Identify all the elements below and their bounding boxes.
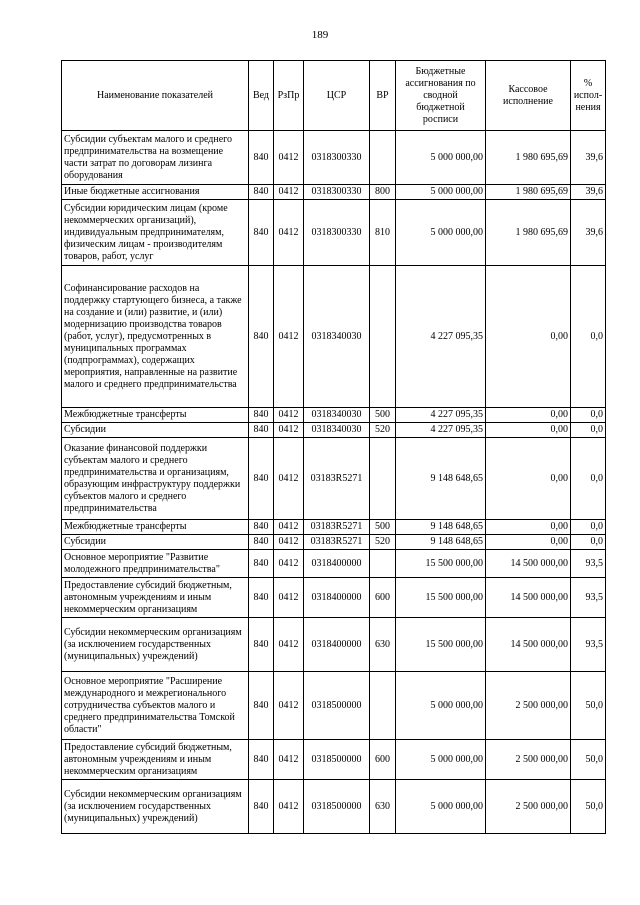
cell-vr	[370, 438, 396, 520]
cell-pct: 0,0	[571, 423, 606, 438]
cell-budget: 9 148 648,65	[396, 535, 486, 550]
cell-ved: 840	[249, 672, 274, 740]
table-row	[62, 408, 606, 423]
cell-pct: 50,0	[571, 780, 606, 834]
cell-pct: 39,6	[571, 185, 606, 200]
cell-pct: 50,0	[571, 740, 606, 780]
table-row	[62, 131, 606, 185]
cell-rzpr: 0412	[274, 550, 304, 578]
cell-csr: 03183R5271	[304, 535, 370, 550]
cell-cash: 0,00	[486, 423, 571, 438]
cell-csr: 0318340030	[304, 423, 370, 438]
cell-vr	[370, 266, 396, 408]
table-row	[62, 423, 606, 438]
page-number: 189	[311, 29, 329, 41]
cell-ved: 840	[249, 200, 274, 266]
cell-ved: 840	[249, 438, 274, 520]
table-row	[62, 578, 606, 618]
cell-rzpr: 0412	[274, 185, 304, 200]
cell-cash: 1 980 695,69	[486, 200, 571, 266]
cell-csr: 0318340030	[304, 266, 370, 408]
cell-pct: 39,6	[571, 200, 606, 266]
cell-vr	[370, 131, 396, 185]
header-cash: Кассовое исполнение	[486, 61, 571, 131]
header-budget: Бюджетные ассигнования по сводной бюджетной росписи	[396, 61, 486, 131]
cell-csr: 0318500000	[304, 672, 370, 740]
cell-name: Субсидии некоммерческим организациям (за исключением государственных (муниципальных) учреждений)	[62, 618, 249, 672]
cell-ved: 840	[249, 185, 274, 200]
cell-cash: 2 500 000,00	[486, 672, 571, 740]
cell-pct: 39,6	[571, 131, 606, 185]
cell-pct: 93,5	[571, 550, 606, 578]
cell-vr	[370, 550, 396, 578]
cell-name: Субсидии юридическим лицам (кроме некоммерческих организаций), индивидуальным предпринимателям, физическим лицам - производителям товаров, работ, услуг	[62, 200, 249, 266]
cell-pct: 0,0	[571, 266, 606, 408]
cell-budget: 5 000 000,00	[396, 672, 486, 740]
cell-cash: 0,00	[486, 408, 571, 423]
cell-vr: 500	[370, 408, 396, 423]
cell-budget: 15 500 000,00	[396, 578, 486, 618]
cell-vr: 810	[370, 200, 396, 266]
cell-ved: 840	[249, 740, 274, 780]
cell-cash: 14 500 000,00	[486, 578, 571, 618]
cell-budget: 15 500 000,00	[396, 618, 486, 672]
cell-cash: 1 980 695,69	[486, 131, 571, 185]
cell-budget: 5 000 000,00	[396, 740, 486, 780]
cell-pct: 50,0	[571, 672, 606, 740]
cell-cash: 0,00	[486, 535, 571, 550]
cell-cash: 0,00	[486, 438, 571, 520]
cell-name: Субсидии	[62, 535, 249, 550]
table-row	[62, 200, 606, 266]
cell-vr: 520	[370, 535, 396, 550]
cell-budget: 4 227 095,35	[396, 423, 486, 438]
cell-csr: 0318500000	[304, 780, 370, 834]
cell-rzpr: 0412	[274, 266, 304, 408]
cell-budget: 5 000 000,00	[396, 200, 486, 266]
cell-vr: 630	[370, 618, 396, 672]
cell-budget: 5 000 000,00	[396, 131, 486, 185]
cell-vr: 600	[370, 740, 396, 780]
cell-cash: 0,00	[486, 520, 571, 535]
cell-name: Предоставление субсидий бюджетным, автономным учреждениям и иным некоммерческим организациям	[62, 578, 249, 618]
cell-ved: 840	[249, 266, 274, 408]
cell-budget: 5 000 000,00	[396, 185, 486, 200]
cell-name: Субсидии некоммерческим организациям (за исключением государственных (муниципальных) учреждений)	[62, 780, 249, 834]
cell-rzpr: 0412	[274, 780, 304, 834]
cell-budget: 9 148 648,65	[396, 438, 486, 520]
cell-csr: 0318300330	[304, 185, 370, 200]
cell-csr: 0318400000	[304, 618, 370, 672]
cell-cash: 2 500 000,00	[486, 780, 571, 834]
cell-rzpr: 0412	[274, 578, 304, 618]
cell-name: Оказание финансовой поддержки субъектам малого и среднего предпринимательства и организациям, образующим инфраструктуру поддержки субъектов малого и среднего предпринимательства	[62, 438, 249, 520]
cell-ved: 840	[249, 423, 274, 438]
cell-csr: 0318500000	[304, 740, 370, 780]
cell-budget: 4 227 095,35	[396, 266, 486, 408]
cell-vr: 600	[370, 578, 396, 618]
cell-name: Софинансирование расходов на поддержку стартующего бизнеса, а также на создание и (или) развитие, и (или) модернизацию производства товаров (работ, услуг), предусмотренных в муниципальных программах (подпрограммах), содержащих мероприятия, направленные на развитие малого и среднего предпринимательства	[62, 266, 249, 408]
cell-ved: 840	[249, 578, 274, 618]
cell-rzpr: 0412	[274, 200, 304, 266]
cell-rzpr: 0412	[274, 520, 304, 535]
cell-rzpr: 0412	[274, 131, 304, 185]
cell-budget: 15 500 000,00	[396, 550, 486, 578]
cell-name: Субсидии	[62, 423, 249, 438]
cell-name: Межбюджетные трансферты	[62, 520, 249, 535]
cell-ved: 840	[249, 550, 274, 578]
cell-rzpr: 0412	[274, 535, 304, 550]
cell-cash: 1 980 695,69	[486, 185, 571, 200]
cell-name: Иные бюджетные ассигнования	[62, 185, 249, 200]
cell-csr: 03183R5271	[304, 520, 370, 535]
cell-rzpr: 0412	[274, 423, 304, 438]
cell-name: Основное мероприятие "Развитие молодежного предпринимательства"	[62, 550, 249, 578]
cell-csr: 0318400000	[304, 550, 370, 578]
cell-name: Предоставление субсидий бюджетным, автономным учреждениям и иным некоммерческим организациям	[62, 740, 249, 780]
cell-ved: 840	[249, 408, 274, 423]
cell-vr: 800	[370, 185, 396, 200]
table-row	[62, 780, 606, 834]
cell-vr: 500	[370, 520, 396, 535]
cell-rzpr: 0412	[274, 438, 304, 520]
cell-pct: 0,0	[571, 408, 606, 423]
header-name: Наименование показателей	[62, 61, 249, 131]
cell-ved: 840	[249, 520, 274, 535]
cell-rzpr: 0412	[274, 740, 304, 780]
cell-name: Субсидии субъектам малого и среднего предпринимательства на возмещение части затрат по договорам лизинга оборудования	[62, 131, 249, 185]
table-header-row	[62, 61, 606, 131]
cell-csr: 0318400000	[304, 578, 370, 618]
table-row	[62, 438, 606, 520]
cell-budget: 9 148 648,65	[396, 520, 486, 535]
cell-budget: 5 000 000,00	[396, 780, 486, 834]
table-row	[62, 618, 606, 672]
header-ved: Вед	[249, 61, 274, 131]
table-row	[62, 266, 606, 408]
cell-ved: 840	[249, 535, 274, 550]
cell-cash: 0,00	[486, 266, 571, 408]
header-vr: ВР	[370, 61, 396, 131]
cell-pct: 0,0	[571, 535, 606, 550]
cell-rzpr: 0412	[274, 672, 304, 740]
cell-budget: 4 227 095,35	[396, 408, 486, 423]
cell-cash: 14 500 000,00	[486, 550, 571, 578]
cell-pct: 93,5	[571, 618, 606, 672]
budget-execution-table	[61, 60, 606, 834]
cell-csr: 0318340030	[304, 408, 370, 423]
cell-csr: 03183R5271	[304, 438, 370, 520]
table-row	[62, 520, 606, 535]
cell-ved: 840	[249, 618, 274, 672]
cell-vr: 520	[370, 423, 396, 438]
cell-csr: 0318300330	[304, 200, 370, 266]
header-rzpr: РзПр	[274, 61, 304, 131]
table-row	[62, 672, 606, 740]
cell-cash: 2 500 000,00	[486, 740, 571, 780]
cell-name: Основное мероприятие "Расширение международного и межрегионального сотрудничества субъектов малого и среднего предпринимательства Томской области"	[62, 672, 249, 740]
cell-vr	[370, 672, 396, 740]
table-row	[62, 535, 606, 550]
table-row	[62, 550, 606, 578]
header-csr: ЦСР	[304, 61, 370, 131]
cell-pct: 93,5	[571, 578, 606, 618]
header-pct: % испол-нения	[571, 61, 606, 131]
cell-pct: 0,0	[571, 438, 606, 520]
cell-vr: 630	[370, 780, 396, 834]
table-row	[62, 740, 606, 780]
cell-pct: 0,0	[571, 520, 606, 535]
cell-ved: 840	[249, 131, 274, 185]
cell-ved: 840	[249, 780, 274, 834]
table-row	[62, 185, 606, 200]
cell-csr: 0318300330	[304, 131, 370, 185]
cell-rzpr: 0412	[274, 408, 304, 423]
cell-rzpr: 0412	[274, 618, 304, 672]
cell-name: Межбюджетные трансферты	[62, 408, 249, 423]
cell-cash: 14 500 000,00	[486, 618, 571, 672]
